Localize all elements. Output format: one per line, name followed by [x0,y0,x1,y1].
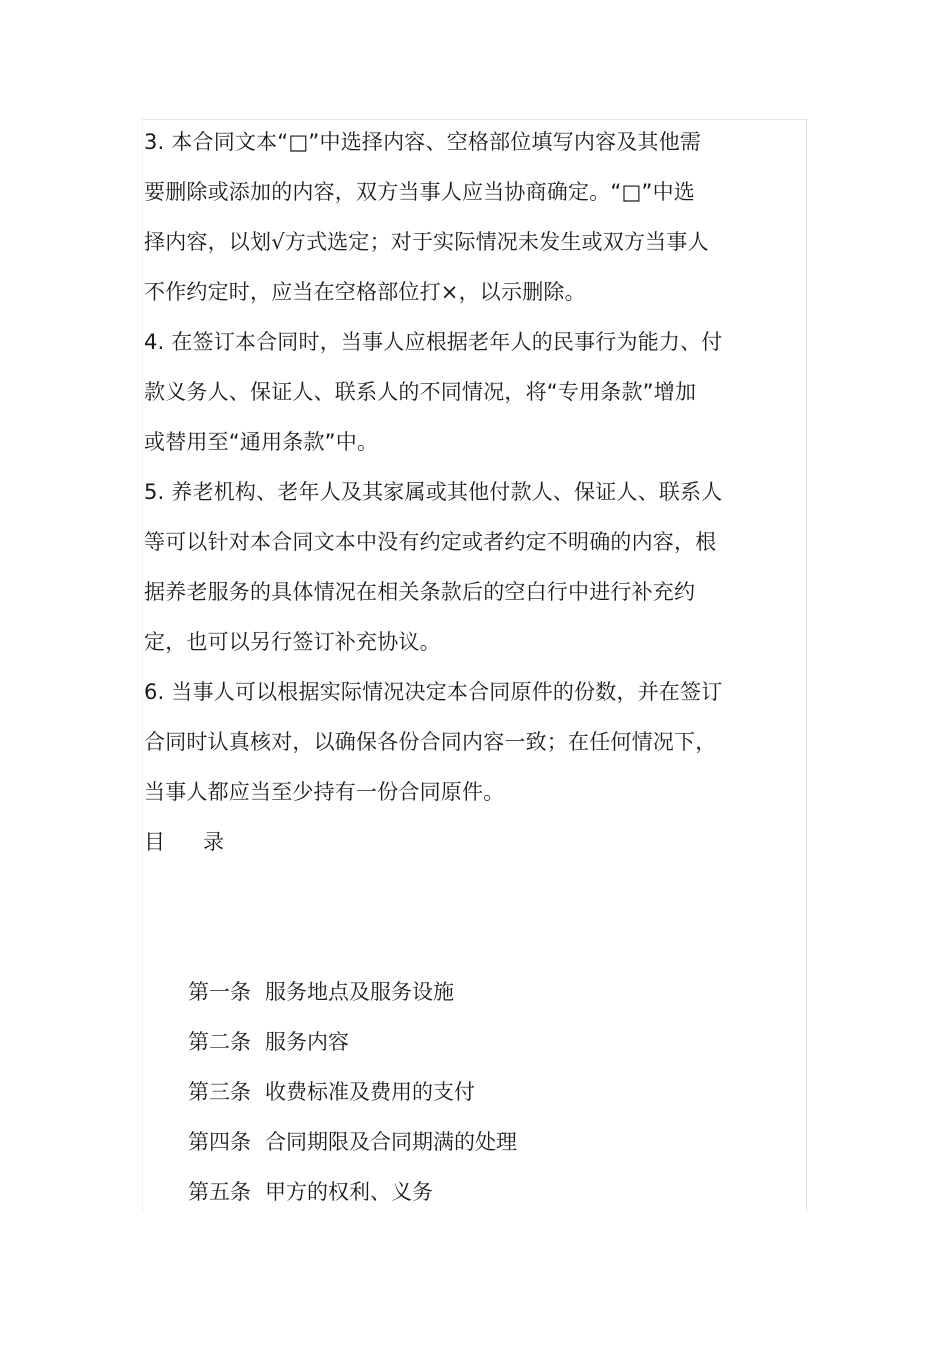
note-line: 择内容，以划√方式选定；对于实际情况未发生或双方当事人 [144,230,709,254]
toc-article-number: 第四条 [188,1130,251,1154]
toc-article-title: 服务地点及服务设施 [265,980,454,1004]
note-6 [144,667,744,817]
note-line: 款义务人、保证人、联系人的不同情况，将“专用条款”增加 [144,380,697,404]
note-5 [144,467,744,667]
toc-item [144,1167,744,1217]
toc-article-number: 第一条 [188,980,251,1004]
note-4 [144,317,744,467]
toc-heading-right: 录 [203,830,224,854]
note-line: 5. 养老机构、老年人及其家属或其他付款人、保证人、联系人 [144,480,723,504]
toc-item [144,967,744,1017]
note-line: 要删除或添加的内容，双方当事人应当协商确定。“□”中选 [144,180,695,204]
note-line: 定，也可以另行签订补充协议。 [144,630,441,654]
toc-article-title: 收费标准及费用的支付 [265,1080,475,1104]
toc-item [144,1067,744,1117]
note-line: 4. 在签订本合同时，当事人应根据老年人的民事行为能力、付 [144,330,723,354]
toc-article-number: 第三条 [188,1080,251,1104]
toc-article-title: 服务内容 [265,1030,349,1054]
note-line: 3. 本合同文本“□”中选择内容、空格部位填写内容及其他需 [144,130,702,154]
document-body [144,117,744,1217]
toc-article-number: 第五条 [188,1180,251,1204]
note-line: 当事人都应当至少持有一份合同原件。 [144,780,505,804]
note-line: 或替用至“通用条款”中。 [144,430,379,454]
note-line: 6. 当事人可以根据实际情况决定本合同原件的份数，并在签订 [144,680,723,704]
toc-article-title: 合同期限及合同期满的处理 [265,1130,517,1154]
toc-article-title: 甲方的权利、义务 [265,1180,433,1204]
note-line: 据养老服务的具体情况在相关条款后的空白行中进行补充约 [144,580,696,604]
note-3 [144,117,744,317]
toc-heading-left: 目 [144,830,165,854]
note-line: 不作约定时，应当在空格部位打×，以示删除。 [144,280,586,304]
toc-heading [144,817,744,867]
toc-article-number: 第二条 [188,1030,251,1054]
table-of-contents [144,967,744,1217]
note-line: 合同时认真核对，以确保各份合同内容一致；在任何情况下， [144,730,717,754]
note-line: 等可以针对本合同文本中没有约定或者约定不明确的内容，根 [144,530,717,554]
toc-spacer [144,867,744,967]
toc-item [144,1117,744,1167]
toc-item [144,1017,744,1067]
